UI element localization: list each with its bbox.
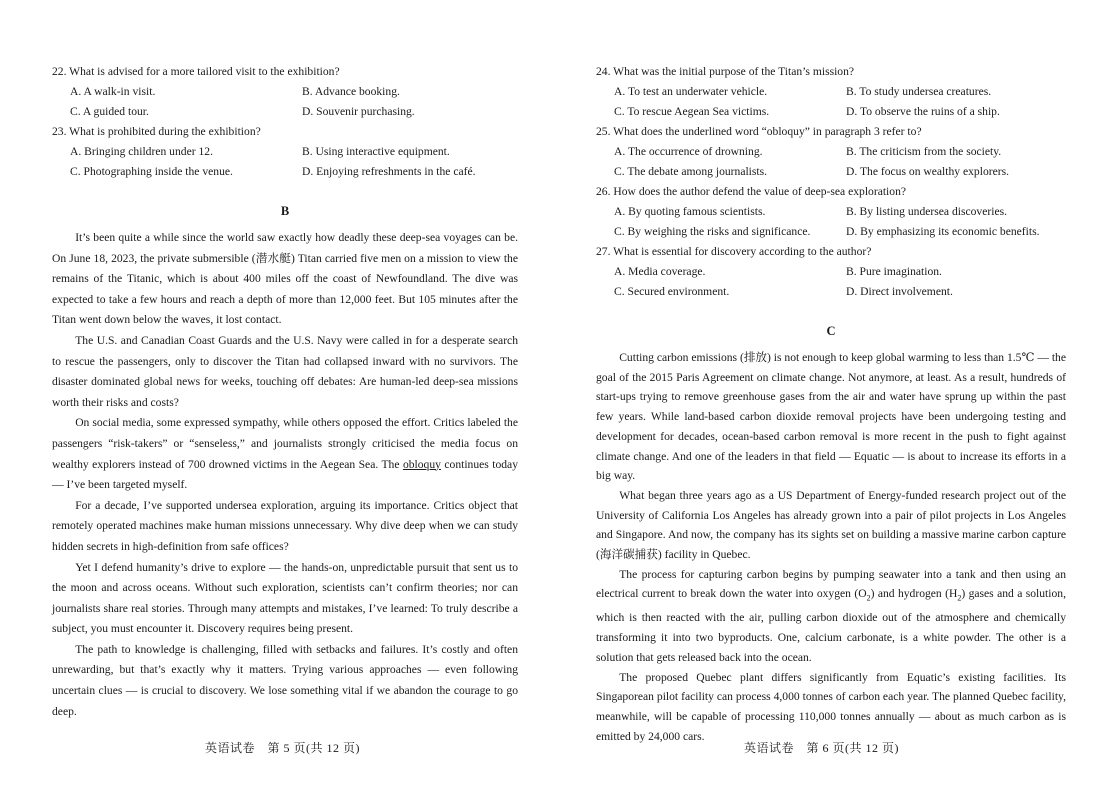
option-22-c: C. A guided tour. [70,105,149,118]
passage-b-paragraph-3 [52,413,518,495]
option-25-c: C. The debate among journalists. [614,165,768,178]
option-26-d: D. By emphasizing its economic benefits. [846,225,1040,238]
option-27-b: B. Pure imagination. [846,265,942,278]
question-22-options [52,82,518,122]
section-b-title: B [280,204,290,218]
option-26-b: B. By listing undersea discoveries. [846,205,1007,218]
passage-b-paragraph-1: It’s been quite a while since the world saw exactly how deadly these deep-sea voyages can be. On June 18, 2023, the private submersible (潜水艇) Titan carried five men on a mission to view the remains of the Titanic, which is about 400 miles off the coast of Newfoundland. The dive was expected to take a few hours and reach a depth of more than 12,000 feet. But 105 minutes after the Titan went down below the waves, it lost contact. [52,231,518,327]
option-27-a: A. Media coverage. [614,265,706,278]
question-27: 27. What is essential for discovery according to the author? [596,245,872,258]
hydrogen-subscript: 2 [957,593,962,603]
option-26-a: A. By quoting famous scientists. [614,205,766,218]
option-22-a: A. A walk-in visit. [70,85,156,98]
passage-c-paragraph-3-part-3: ) gases and a solution, which is then reacted with the air, pulling carbon dioxide out of the atmosphere and chemically transforming it into two byproducts. One, calcium carbonate, is a white powder. The other is a solution that gets released back into the ocean. [596,587,1066,664]
question-23: 23. What is prohibited during the exhibition? [52,125,261,138]
passage-c-paragraph-1: Cutting carbon emissions (排放) is not enough to keep global warming to less than 1.5℃ — the goal of the 2015 Paris Agreement on climate change. Not anymore, at least. As a result, hundreds of start-ups trying to remove greenhouse gases from the air and water have sprung up within the past few years. While land-based carbon dioxide removal projects have been undergoing testing and development for decades, ocean-based carbon removal is more recent in the push to fight against climate change. And one of the leaders in that field — Equatic — is about to increase its efforts in a big way. [596,351,1066,483]
passage-c-paragraph-3-part-2: ) and hydrogen (H [870,587,958,601]
question-27-options [596,262,1066,302]
question-24: 24. What was the initial purpose of the Titan’s mission? [596,65,855,78]
option-22-b: B. Advance booking. [302,85,400,98]
passage-c-paragraph-4: The proposed Quebec plant differs significantly from Equatic’s existing facilities. Its Singaporean pilot facility can process 4,000 tonnes of carbon each year. The planned Quebec facility, meanwhile, will be capable of processing 110,000 tonnes annually — about as much carbon as is emitted by 24,000 cars. [596,670,1066,743]
section-c-title: C [826,324,836,338]
question-23-options [52,142,518,182]
option-23-a: A. Bringing children under 12. [70,145,213,158]
oxygen-subscript: 2 [866,593,871,603]
question-25: 25. What does the underlined word “obloquy” in paragraph 3 refer to? [596,125,922,138]
option-22-d: D. Souvenir purchasing. [302,105,415,118]
question-24-options [596,82,1066,122]
option-23-b: B. Using interactive equipment. [302,145,450,158]
option-27-c: C. Secured environment. [614,285,730,298]
passage-b-paragraph-5: Yet I defend humanity’s drive to explore — the hands-on, unpredictable pursuit that sent us to the moon and across oceans. Without such exploration, scientists can’t confirm theories; nor can journalists share real stories. Through many attempts and mistakes, I’ve learned: To truly describe a subject, you must encounter it. Discovery requires being present. [52,560,518,636]
passage-c-paragraph-2: What began three years ago as a US Department of Energy-funded research project out of the University of California Los Angeles has already grown into a pair of pilot projects in Los Angeles and Singapore. And now, the company has its sights set on building a massive marine carbon capture (海洋碳捕获) facility in Quebec. [596,488,1066,562]
option-25-d: D. The focus on wealthy explorers. [846,165,1010,178]
option-24-b: B. To study undersea creatures. [846,85,992,98]
passage-b-paragraph-2: The U.S. and Canadian Coast Guards and the U.S. Navy were called in for a desperate search to rescue the passengers, only to discover the Titan had collapsed inward with no survivors. The disaster dominated global news for weeks, touching off debates: Are human-led deep-sea missions worth their risks and costs? [52,333,518,409]
option-26-c: C. By weighing the risks and significance. [614,225,811,238]
option-27-d: D. Direct involvement. [846,285,953,298]
option-24-a: A. To test an underwater vehicle. [614,85,768,98]
underlined-word-obloquy: obloquy [402,457,441,471]
question-26-options [596,202,1066,242]
question-22: 22. What is advised for a more tailored visit to the exhibition? [52,65,340,78]
page-footer-6: 英语试卷 第 6 页(共 12 页) [744,741,899,755]
passage-b-paragraph-4: For a decade, I’ve supported undersea exploration, arguing its importance. Critics object that remotely operated machines make human missions unnecessary. Why dive deep when we can study hidden secrets in high-definition from safe offices? [52,498,518,553]
option-23-d: D. Enjoying refreshments in the café. [302,165,476,178]
option-25-b: B. The criticism from the society. [846,145,1002,158]
passage-c-paragraph-3-part-1: The process for capturing carbon begins by pumping seawater into a tank and then using an electrical current to break down the water into oxygen (O [596,567,1066,601]
passage-b-paragraph-3-tail: continues today — I’ve been targeted myself. [52,457,518,492]
option-23-c: C. Photographing inside the venue. [70,165,233,178]
page-footer-5: 英语试卷 第 5 页(共 12 页) [205,741,360,755]
page-6 [554,0,1108,800]
passage-c-paragraph-3 [596,565,1066,668]
question-26: 26. How does the author defend the value of deep-sea exploration? [596,185,907,198]
passage-b-paragraph-3-text: On social media, some expressed sympathy, while others opposed the effort. Critics labeled the passengers “risk-takers” or “senseless,” and journalists strongly criticised the media focus on wealthy explorers instead of 700 drowned victims in the Aegean Sea. The [52,416,518,471]
question-25-options [596,142,1066,182]
option-25-a: A. The occurrence of drowning. [614,145,763,158]
option-24-d: D. To observe the ruins of a ship. [846,105,1000,118]
option-24-c: C. To rescue Aegean Sea victims. [614,105,770,118]
passage-b-paragraph-6: The path to knowledge is challenging, filled with setbacks and failures. It’s costly and often unrewarding, but that’s exactly why it matters. Trying various approaches — even following uncertain clues — is crucial to discovery. We lose something vital if we abandon the courage to go deep. [52,642,518,718]
